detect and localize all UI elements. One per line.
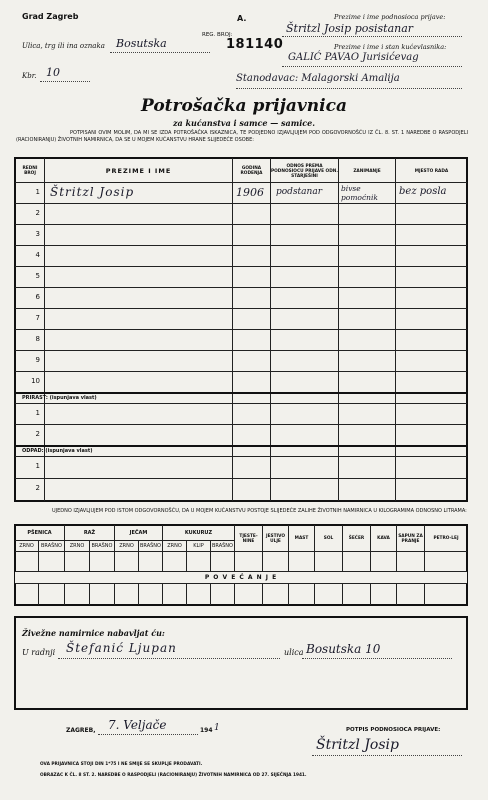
odpad-label: ODPAD: (ispunjava vlast) <box>22 448 93 454</box>
section-letter: A. <box>237 14 247 23</box>
row-num: 2 <box>35 209 40 217</box>
stock-other: SAPUN ZA PRANJE <box>398 533 423 544</box>
row-num: 4 <box>35 251 40 259</box>
prirast-label: PRIRAST: (ispunjava vlast) <box>22 395 97 401</box>
row-num: 10 <box>31 377 40 385</box>
intro-text: POTPISANI OVIM MOLIM, DA MI SE IZDA POTROŠAČKA ISKAZNICA, TE PODJEDNO IZJAVLJUJEM POD ODGOVORNOŠĆU IZ ČL. 8. ST. 1 NAREDBE O RASPODJELI (RACIONIRANJU) ŽIVOTNIH NAMIRNICA, DA SE U MOJEM KUĆANSTVU HRANE SLIJEDEĆE OSOBE: <box>16 130 468 143</box>
stock-sub: ZRNO <box>19 543 34 549</box>
applicant-value: Štritzl Josip posistanar <box>286 22 414 35</box>
supply-street-label: ulica <box>284 648 304 657</box>
landlord-value-2: Stanodavac: Malagorski Amalija <box>236 73 400 84</box>
landlord-value: GALIĆ PAVAO Jurisićevag <box>288 52 419 63</box>
row-num: 9 <box>35 356 40 364</box>
row-num: 7 <box>35 314 40 322</box>
row-num: 1 <box>35 188 40 196</box>
stock-sub: ZRNO <box>167 543 182 549</box>
signature-label: POTPIS PODNOSIOCA PRIJAVE: <box>346 727 441 733</box>
increase-label: P O V E Ć A N J E <box>15 572 467 583</box>
header-name: PREZIME I IME <box>105 167 172 175</box>
header-job: ZANIMANJE <box>353 168 381 174</box>
stock-other: MAST <box>294 536 309 541</box>
row-num: 6 <box>35 293 40 301</box>
row1-job[interactable]: bivse pomoćnik <box>341 184 378 202</box>
stock-sub: BRAŠNO <box>140 543 161 549</box>
reg-number: 181140 <box>226 37 284 52</box>
street-value: Bosutska <box>116 37 167 50</box>
form-title: Potrošačka prijavnica <box>141 96 347 116</box>
stock-group-psenica: PŠENICA <box>27 530 52 536</box>
shop-value[interactable]: Štefanić Ljupan <box>66 641 177 655</box>
stock-sub: ZRNO <box>69 543 85 549</box>
row1-year[interactable]: 1906 <box>236 186 264 199</box>
city-label: Grad Zagreb <box>22 12 79 21</box>
house-number-value: 10 <box>46 66 60 79</box>
form-subtitle: za kućanstva i samce — samice. <box>172 118 315 128</box>
row1-name[interactable]: Štritzl Josip <box>50 185 135 199</box>
stock-group-raz: RAŽ <box>83 530 96 536</box>
price-note: OVA PRIJAVNICA STOJI DIN 1*75 I NE SMIJE SE SKUPLJE PRODAVATI. <box>40 762 203 767</box>
year-suffix[interactable]: 1 <box>214 723 220 733</box>
stock-other: JESTIVO ULJE <box>265 533 286 544</box>
stock-sub: BRAŠNO <box>212 543 233 549</box>
shop-label: U radnji <box>22 648 56 657</box>
stock-other: TJESTE-NINE <box>239 533 258 544</box>
date-value[interactable]: 7. Veljače <box>108 718 167 732</box>
header-num: REDNI BROJ <box>22 166 38 176</box>
row-num: 5 <box>35 272 40 280</box>
stock-other: PETRO-LEJ <box>433 536 459 541</box>
stock-statement: UJEDNO IZJAVLJUJEM POD ISTOM ODGOVORNOŠĆU, DA U MOJEM KUĆANSTVU POSTOJE SLIJEDEĆE ZALIHE ŽIVOTNIH NAMIRNICA U KILOGRAMIMA ODNOSNO LITRAMA: <box>52 508 467 514</box>
reg-label: REG. BROJ: <box>202 32 233 38</box>
odpad-row-num: 2 <box>35 484 40 492</box>
house-number-label: Kbr. <box>22 72 37 80</box>
row1-relation[interactable]: podstanar <box>276 187 323 197</box>
stock-sub: KLIP <box>193 543 204 549</box>
applicant-label: Prezime i ime podnosioca prijave: <box>334 13 446 21</box>
prirast-row-num: 2 <box>35 430 40 438</box>
street-label: Ulica, trg ili ina oznaka <box>22 42 105 50</box>
supply-street-value[interactable]: Bosutska 10 <box>306 642 381 656</box>
landlord-label: Prezime i ime i stan kućevlasnika: <box>334 43 447 51</box>
odpad-row-num: 1 <box>35 462 40 470</box>
stock-other: KAVA <box>377 536 390 541</box>
form-note: OBRAZAC K ČL. 8 ST. 2. NAREDBE O RASPODJELI (RACIONIRANJU) ŽIVOTNIH NAMIRNICA OD 27. SIJEČNJA 1941. <box>40 773 307 778</box>
stock-other: ŠEĆER <box>348 536 365 541</box>
header-relation: ODNOS PREMA PODNOSIOCU PRIJAVE ODN. STARJEŠINI <box>271 163 338 179</box>
stock-group-kukuruz: KUKURUZ <box>184 530 213 536</box>
header-workplace: MJESTO RADA <box>414 168 449 174</box>
stock-other: SOL <box>323 536 334 541</box>
stock-group-jecam: JEČAM <box>129 530 148 536</box>
stock-sub: BRAŠNO <box>91 543 113 549</box>
row1-workplace[interactable]: bez posla <box>399 186 447 197</box>
place-label: ZAGREB, <box>66 727 96 734</box>
row-num: 8 <box>35 335 40 343</box>
stock-sub: ZRNO <box>119 543 134 549</box>
header-year: GODINA RODENJA <box>240 166 263 176</box>
row-num: 3 <box>35 230 40 238</box>
signature-value[interactable]: Štritzl Josip <box>316 737 399 753</box>
year-label: 194 <box>200 727 213 734</box>
prirast-row-num: 1 <box>35 409 40 417</box>
stock-sub: BRAŠNO <box>41 543 62 549</box>
supply-title: Živežne namirnice nabavljat ću: <box>22 628 165 638</box>
